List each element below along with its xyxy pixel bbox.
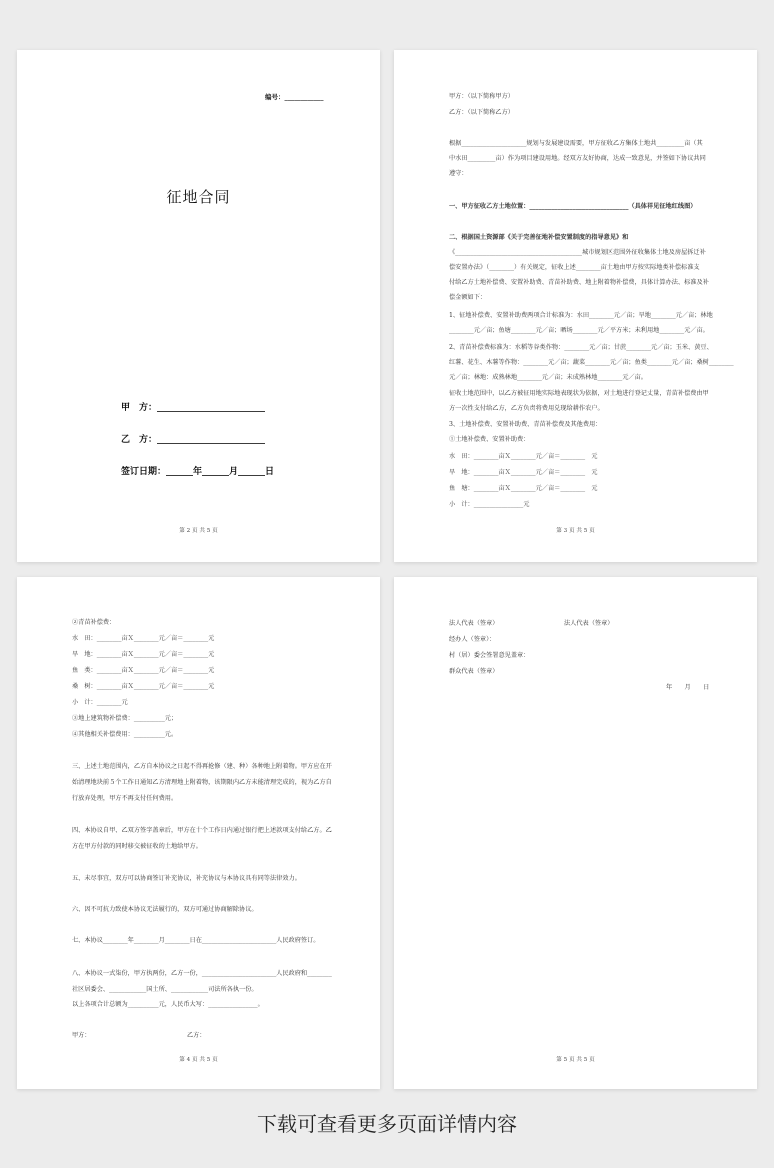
text-line: 偿金额如下： [449,294,487,301]
section-heading: 二、根据国土资源部《关于完善征地补偿安置制度的指导意见》和 [449,234,629,241]
text-line: 旱 地：________亩Ｘ________元／亩＝________元 [72,651,215,658]
text-line: 方一次性支付给乙方，乙方负责将费用兑现给耕作农户。 [449,405,604,412]
text-line: 红薯、花生、木薯等作物：________元／亩；蔬菜________元／亩；鱼类________元／亩；桑树________ [449,359,734,366]
text-line: 旱 地：________亩Ｘ________元／亩＝________ 元 [449,469,598,476]
text-line: 遵守： [449,170,468,177]
text-line: 六、因不可抗力致使本协议无法履行的，双方可通过协商解除协议。 [72,906,258,913]
page-footer: 第 3 页 共 5 页 [556,528,595,534]
text-line: 社区居委会、____________国土所、____________司法所各执一份。 [72,986,258,993]
text-line: 2、青苗补偿费标准为：水稻等谷类作物：________元／亩；甘蔗________元／亩；玉米、黄豆、 [449,344,713,351]
text-line: 方在甲方付款的同时移交被征收的土地给甲方。 [72,843,202,850]
download-caption: 下载可查看更多页面详情内容 [257,1112,517,1136]
text-line: ②青苗补偿费： [72,619,116,626]
text-line: 水 田：________亩Ｘ________元／亩＝________元 [72,635,215,642]
text-line: 行放弃处理，甲方不再支付任何费用。 [72,795,178,802]
text-line: ________元／亩；鱼塘________元／亩；晒场________元／平方米；未利用地________元／亩。 [449,327,709,334]
text-line: 八、本协议一式柒份，甲方执两份，乙方一份，________________________人民政府和________ [72,970,332,977]
text-line: 乙方：（以下简称乙方） [449,109,514,116]
party-a-line: 甲 方：________________________ [121,403,266,413]
text-line: 桑 树：________亩Ｘ________元／亩＝________元 [72,683,215,690]
text-line: 征收土地范围中，以乙方被征用地实际地表现状为依据，对土地进行登记丈量，青苗补偿费由甲 [449,390,709,397]
page-footer: 第 5 页 共 5 页 [556,1057,595,1063]
text-line: 经办人（签章）： [449,636,496,643]
page-terms-1 [394,50,757,562]
text-line: 三、上述土地范围内，乙方自本协议之日起不得再抢修（建、种）各种地上附着物。甲方应在开 [72,763,332,770]
text-line: 小 计：________________元 [449,501,530,508]
text-line: 3、土地补偿费、安置补助费、青苗补偿费及其他费用： [449,421,602,428]
text-line: 1、征地补偿费、安置补助费两项合计标准为：水田________元／亩；旱地________元／亩；林地 [449,312,713,319]
text-line: 水 田：________亩Ｘ________元／亩＝________ 元 [449,453,598,460]
sign-date-line: 签订日期：______年______月______日 [121,467,275,477]
text-line: 始清理地块前５个工作日通知乙方清理地上附着物，该期限内乙方未能清理完成的，视为乙方自 [72,779,332,786]
party-b-line: 乙 方：________________________ [121,435,266,445]
text-line: ①土地补偿费、安置补助费： [449,436,530,443]
text-line: 中水田_________亩）作为项目建设用地。经双方友好协商，达成一致意见，并签如下协议共同 [449,155,706,162]
text-line: 五、未尽事宜，双方可以协商签订补充协议，补充协议与本协议具有同等法律效力。 [72,875,301,882]
text-line: 甲方：（以下简称甲方） [449,93,514,100]
text-line: 鱼 类：________亩Ｘ________元／亩＝________元 [72,667,215,674]
text-line: 根据_____________________规划与发展建设需要，甲方征收乙方集体土地共_________亩（其 [449,140,703,147]
text-line: 《_________________________________________城市规划区范围外征收集体土地及房屋拆迁补 [449,249,706,256]
page-terms-2 [17,577,380,1089]
section-heading: 一、甲方征收乙方土地位置：________________________________（具体祥见征地红线图） [449,203,697,210]
date-line: 年 月 日 [666,684,710,691]
text-line: 法人代表（签章） [564,620,614,627]
page-cover [17,50,380,562]
text-line: 七、本协议________年________月________日在________________________人民政府签订。 [72,937,320,944]
page-footer: 第 4 页 共 5 页 [179,1057,218,1063]
document-title: 征地合同 [166,188,231,206]
text-line: ④其他相关补偿费用：__________元。 [72,731,178,738]
text-line: 村（居）委会签署意见盖章： [449,652,530,659]
text-line: 四、本协议自甲、乙双方签字盖章后，甲方在十个工作日内通过银行把上述款项支付给乙方。乙 [72,827,332,834]
text-line: 偿安置办法》（________）有关规定，征收上述________亩土地由甲方按实际地类补偿标准支 [449,264,700,271]
text-line: 群众代表（签章） [449,668,499,675]
signature-party-b: 乙方： [187,1032,206,1039]
text-line: 以上各项合计总额为__________元，人民币大写：________________。 [72,1001,264,1008]
page-footer: 第 2 页 共 5 页 [179,528,218,534]
text-line: ③地上建筑物补偿费：__________元； [72,715,178,722]
text-line: 元／亩；林地：成熟林地________元／亩；未成熟林地________元／亩。 [449,374,647,381]
page-signatures [394,577,757,1089]
signature-party-a: 甲方： [72,1032,91,1039]
text-line: 法人代表（签章） [449,620,499,627]
text-line: 鱼 塘：________亩Ｘ________元／亩＝________ 元 [449,485,598,492]
text-line: 付给乙方土地补偿费、安置补助费、青苗补助费、地上附着物补偿费，具体计算办法、标准及补 [449,279,709,286]
contract-number: 编号：____________ [265,93,324,101]
text-line: 小 计：________元 [72,699,128,706]
